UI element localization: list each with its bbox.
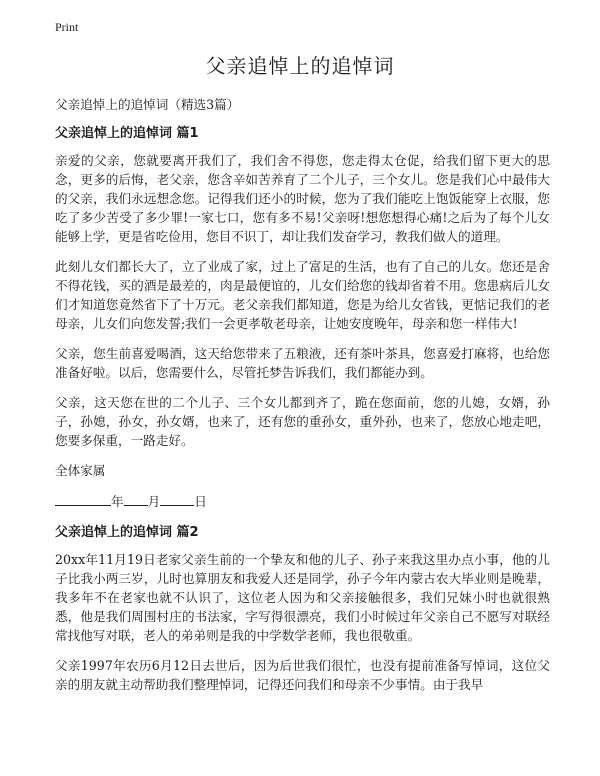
paragraph: 此刻儿女们都长大了，立了业成了家，过上了富足的生活，也有了自己的儿女。您还是舍不得花钱，买的酒是最差的，肉是最便谊的，儿女们给您的钱却省着不用。您患病后儿女们才知道您竟然省下了十万元。老父亲我们都知道，您是为给儿女省钱，更惦记我们的老母亲，儿女们向您发誓;我们一会更孝敬老母亲，让她安度晚年，母亲和您一样伟大! bbox=[55, 259, 550, 331]
document-body bbox=[55, 95, 550, 705]
blank-line bbox=[55, 491, 111, 506]
paragraph: 亲爱的父亲，您就要离开我们了，我们舍不得您，您走得太仓促，给我们留下更大的思念，更多的后悔，老父亲，您含辛如苦养育了二个儿子，三个女儿。您是我们心中最伟大的父亲，我们永远想念您。记得我们还小的时候，您为了我们能吃上饱饭能穿上衣服，您吃了多少苦受了多少罪!一家七口，您有多不易!父亲呀!想您想得心痛!之后为了每个儿女能够上学，更是省吃俭用，您目不识丁，却让我们发奋学习，教我们做人的道理。 bbox=[55, 153, 550, 244]
signature: 全体家属 bbox=[55, 463, 106, 478]
document-subtitle: 父亲追悼上的追悼词（精选3篇） bbox=[55, 97, 240, 112]
date-day-label: 日 bbox=[194, 494, 207, 509]
paragraph: 父亲1997年农历6月12日去世后，因为后世我们很忙，也没有提前准备写悼词，这位父亲的朋友就主动帮助我们整理悼词，记得还问我们和母亲不少事情。由于我早 bbox=[55, 658, 550, 692]
blank-line bbox=[160, 491, 194, 506]
paragraph: 父亲，这天您在世的二个儿子、三个女儿都到齐了，跪在您面前，您的儿媳，女婿，孙子，孙媳，孙女，孙女婿，也来了，还有您的重孙女，重外孙，也来了，您放心地走吧，您要多保重，一路走好。 bbox=[55, 395, 550, 448]
section-heading-1: 父亲追悼上的追悼词 篇1 bbox=[55, 126, 199, 141]
blank-line bbox=[124, 491, 148, 506]
page-title: 父亲追悼上的追悼词 bbox=[205, 54, 395, 78]
date-month-label: 月 bbox=[147, 494, 161, 509]
paragraph: 20xx年11月19日老家父亲生前的一个挚友和他的儿子、孙子来我这里办点小事，他的儿子比我小两三岁，儿时也算朋友和我爱人还是同学，孙子今年内蒙古农大毕业则是晚辈，我多年不在老家也就不认识了，这位老人因为和父亲接触很多，我们兄妹小时也就很熟悉，他是我们周围村庄的书法家，字写得很漂亮，我们小时候过年父亲自己不愿写对联经常找他写对联，老人的弟弟则是我的中学数学老师，我也很敬重。 bbox=[55, 552, 550, 643]
paragraph: 父亲，您生前喜爱喝酒，这天给您带来了五粮液，还有茶叶茶具，您喜爱打麻将，也给您准备好啦。以后，您需要什么，尽管托梦告诉我们，我们都能办到。 bbox=[55, 346, 550, 380]
date-year-label: 年 bbox=[111, 494, 124, 509]
section-heading-2: 父亲追悼上的追悼词 篇2 bbox=[55, 525, 199, 540]
print-link[interactable]: Print bbox=[55, 20, 79, 34]
date-line bbox=[55, 491, 550, 511]
